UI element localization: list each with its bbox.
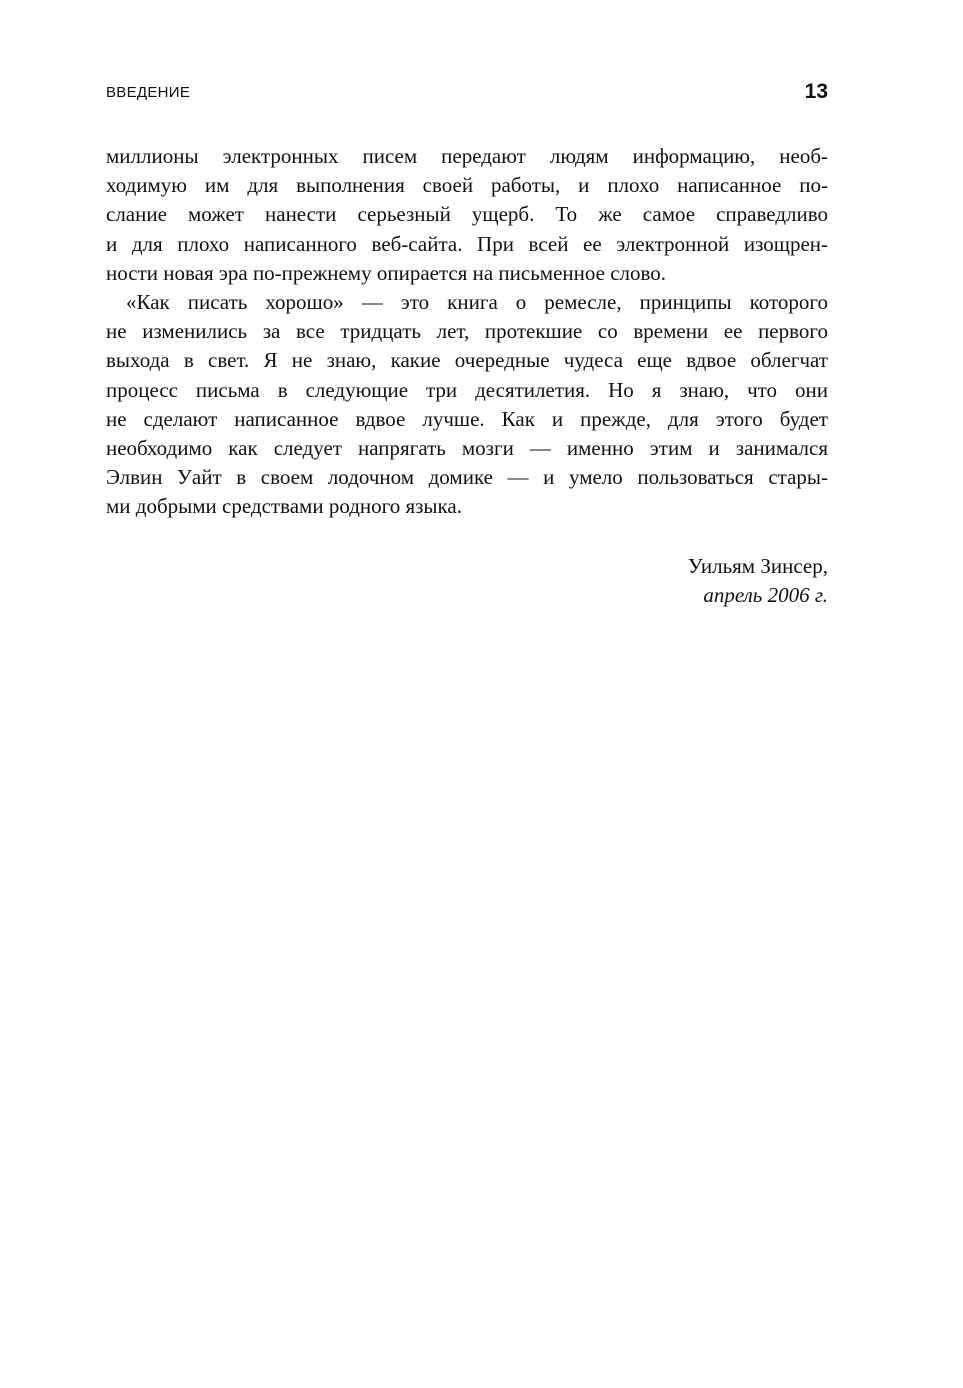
text-line: и для плохо написанного веб-сайта. При всей ее электронной изощрен- <box>106 231 828 256</box>
text-line: не сделают написанное вдвое лучше. Как и прежде, для этого будет <box>106 406 828 431</box>
body-text <box>106 142 828 521</box>
text-line: Элвин Уайт в своем лодочном домике — и умело пользоваться стары- <box>106 465 828 490</box>
text-line: миллионы электронных писем передают людям информацию, необ- <box>106 144 828 168</box>
section-title: ВВЕДЕНИЕ <box>106 84 191 101</box>
paragraph-1 <box>106 142 828 288</box>
running-head <box>106 80 828 108</box>
text-line: выхода в свет. Я не знаю, какие очередные чудеса еще вдвое облегчат <box>106 348 828 373</box>
text-line: «Как писать хорошо» — это книга о ремесле, принципы которого <box>126 289 828 314</box>
signature-block <box>106 552 828 610</box>
text-line: не изменились за все тридцать лет, протекшие со времени ее первого <box>106 319 828 344</box>
text-line: ми добрыми средствами родного языка. <box>106 494 462 519</box>
author-name: Уильям Зинсер, <box>687 554 828 578</box>
text-line: необходимо как следует напрягать мозги — именно этим и занимался <box>106 435 828 460</box>
text-line: ходимую им для выполнения своей работы, и плохо написанное по- <box>106 173 828 198</box>
signature-date: апрель 2006 г. <box>703 583 828 607</box>
paragraph-2 <box>106 288 828 522</box>
text-line: процесс письма в следующие три десятилетия. Но я знаю, что они <box>106 377 828 402</box>
text-line: слание может нанести серьезный ущерб. То же самое справедливо <box>106 202 828 227</box>
page-number: 13 <box>804 80 828 103</box>
text-line: ности новая эра по-прежнему опирается на письменное слово. <box>106 260 667 285</box>
